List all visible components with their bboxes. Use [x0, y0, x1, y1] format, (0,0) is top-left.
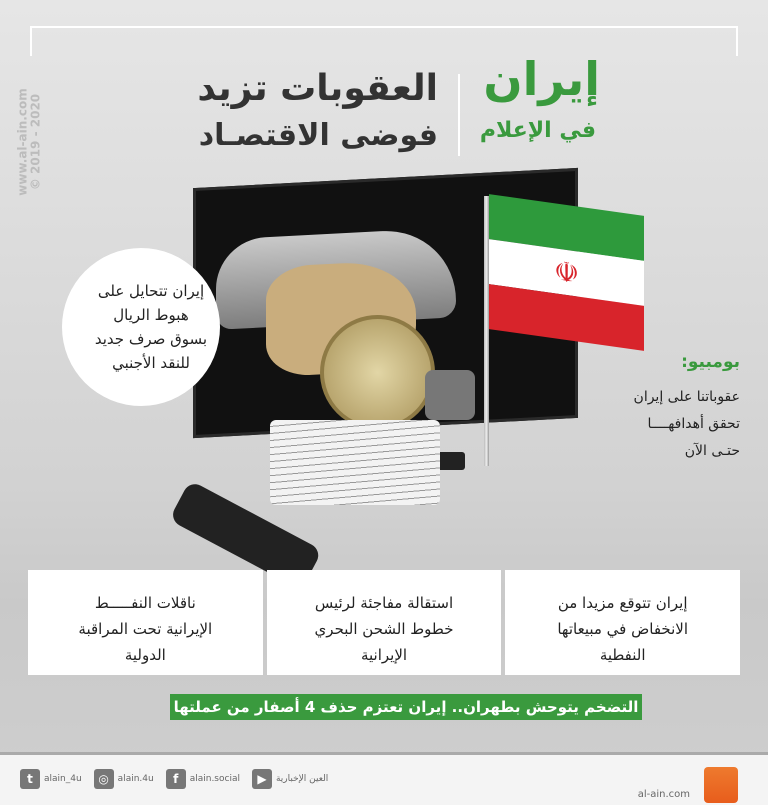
pompeo-label: بومبيو: [681, 352, 740, 372]
news-boxes [28, 570, 740, 675]
site-url[interactable]: al-ain.com [637, 789, 690, 800]
footer [0, 752, 768, 805]
twitter-icon: t [20, 769, 40, 789]
youtube-icon: ▶ [252, 769, 272, 789]
watermark-site: www.al-ain.com [16, 88, 31, 196]
instagram-icon: ◎ [94, 769, 114, 789]
social-links [20, 769, 328, 789]
newspapers-image [270, 420, 440, 505]
youtube-handle: العين الإخبارية [275, 774, 329, 784]
coin-image [320, 315, 435, 430]
box-line: الدولية [124, 646, 166, 664]
news-box-shipping [267, 570, 502, 675]
circle-line: هبوط الريال [113, 306, 189, 324]
box-line: الإيرانية تحت المراقبة [78, 620, 213, 638]
twitter-link[interactable] [20, 769, 82, 789]
box-line: النفطية [599, 646, 646, 664]
twitter-handle: alain_4u [44, 774, 82, 784]
pompeo-quote [634, 384, 740, 465]
watermark [10, 72, 50, 212]
title-iran: إيران [483, 52, 600, 106]
box-line: ناقلات النفـــــط [94, 594, 196, 612]
facebook-link[interactable] [166, 769, 240, 789]
padlock-icon [425, 370, 475, 420]
box-line: إيران تتوقع مزيدا من [557, 594, 688, 612]
youtube-link[interactable] [252, 769, 328, 789]
headline-line2: فوضى الاقتصـاد [198, 118, 438, 153]
news-box-oil-sales [505, 570, 740, 675]
circle-line: للنقد الأجنبي [112, 354, 190, 372]
watermark-years: © 2019 - 2020 [29, 93, 44, 191]
quote-line: تحقق أهدافهــــا [647, 416, 740, 432]
circle-callout [62, 248, 220, 406]
al-ain-logo [704, 767, 738, 803]
news-box-oil-tankers [28, 570, 263, 675]
inflation-banner: التضخم يتوحش بطهران.. إيران تعتزم حذف 4 أصفار من عملتها [170, 694, 642, 720]
header-divider [458, 74, 460, 156]
headline-line1: العقوبات تزيد [197, 68, 438, 109]
box-line: الانخفاض في مبيعاتها [557, 620, 688, 638]
box-line: خطوط الشحن البحري [314, 620, 454, 638]
iran-flag-icon: ☫ [489, 194, 644, 351]
box-line: الإيرانية [360, 646, 408, 664]
facebook-handle: alain.social [189, 774, 240, 784]
instagram-handle: alain.4u [117, 774, 154, 784]
circle-line: بسوق صرف جديد [94, 330, 208, 348]
quote-line: عقوباتنا على إيران [633, 389, 740, 405]
instagram-link[interactable] [94, 769, 154, 789]
top-frame [30, 26, 738, 56]
circle-line: إيران تتحايل على [97, 282, 205, 300]
facebook-icon: f [166, 769, 186, 789]
box-line: استقالة مفاجئة لرئيس [314, 594, 454, 612]
quote-line: حتـى الآن [684, 443, 740, 459]
title-in-media: في الإعلام [479, 118, 596, 143]
